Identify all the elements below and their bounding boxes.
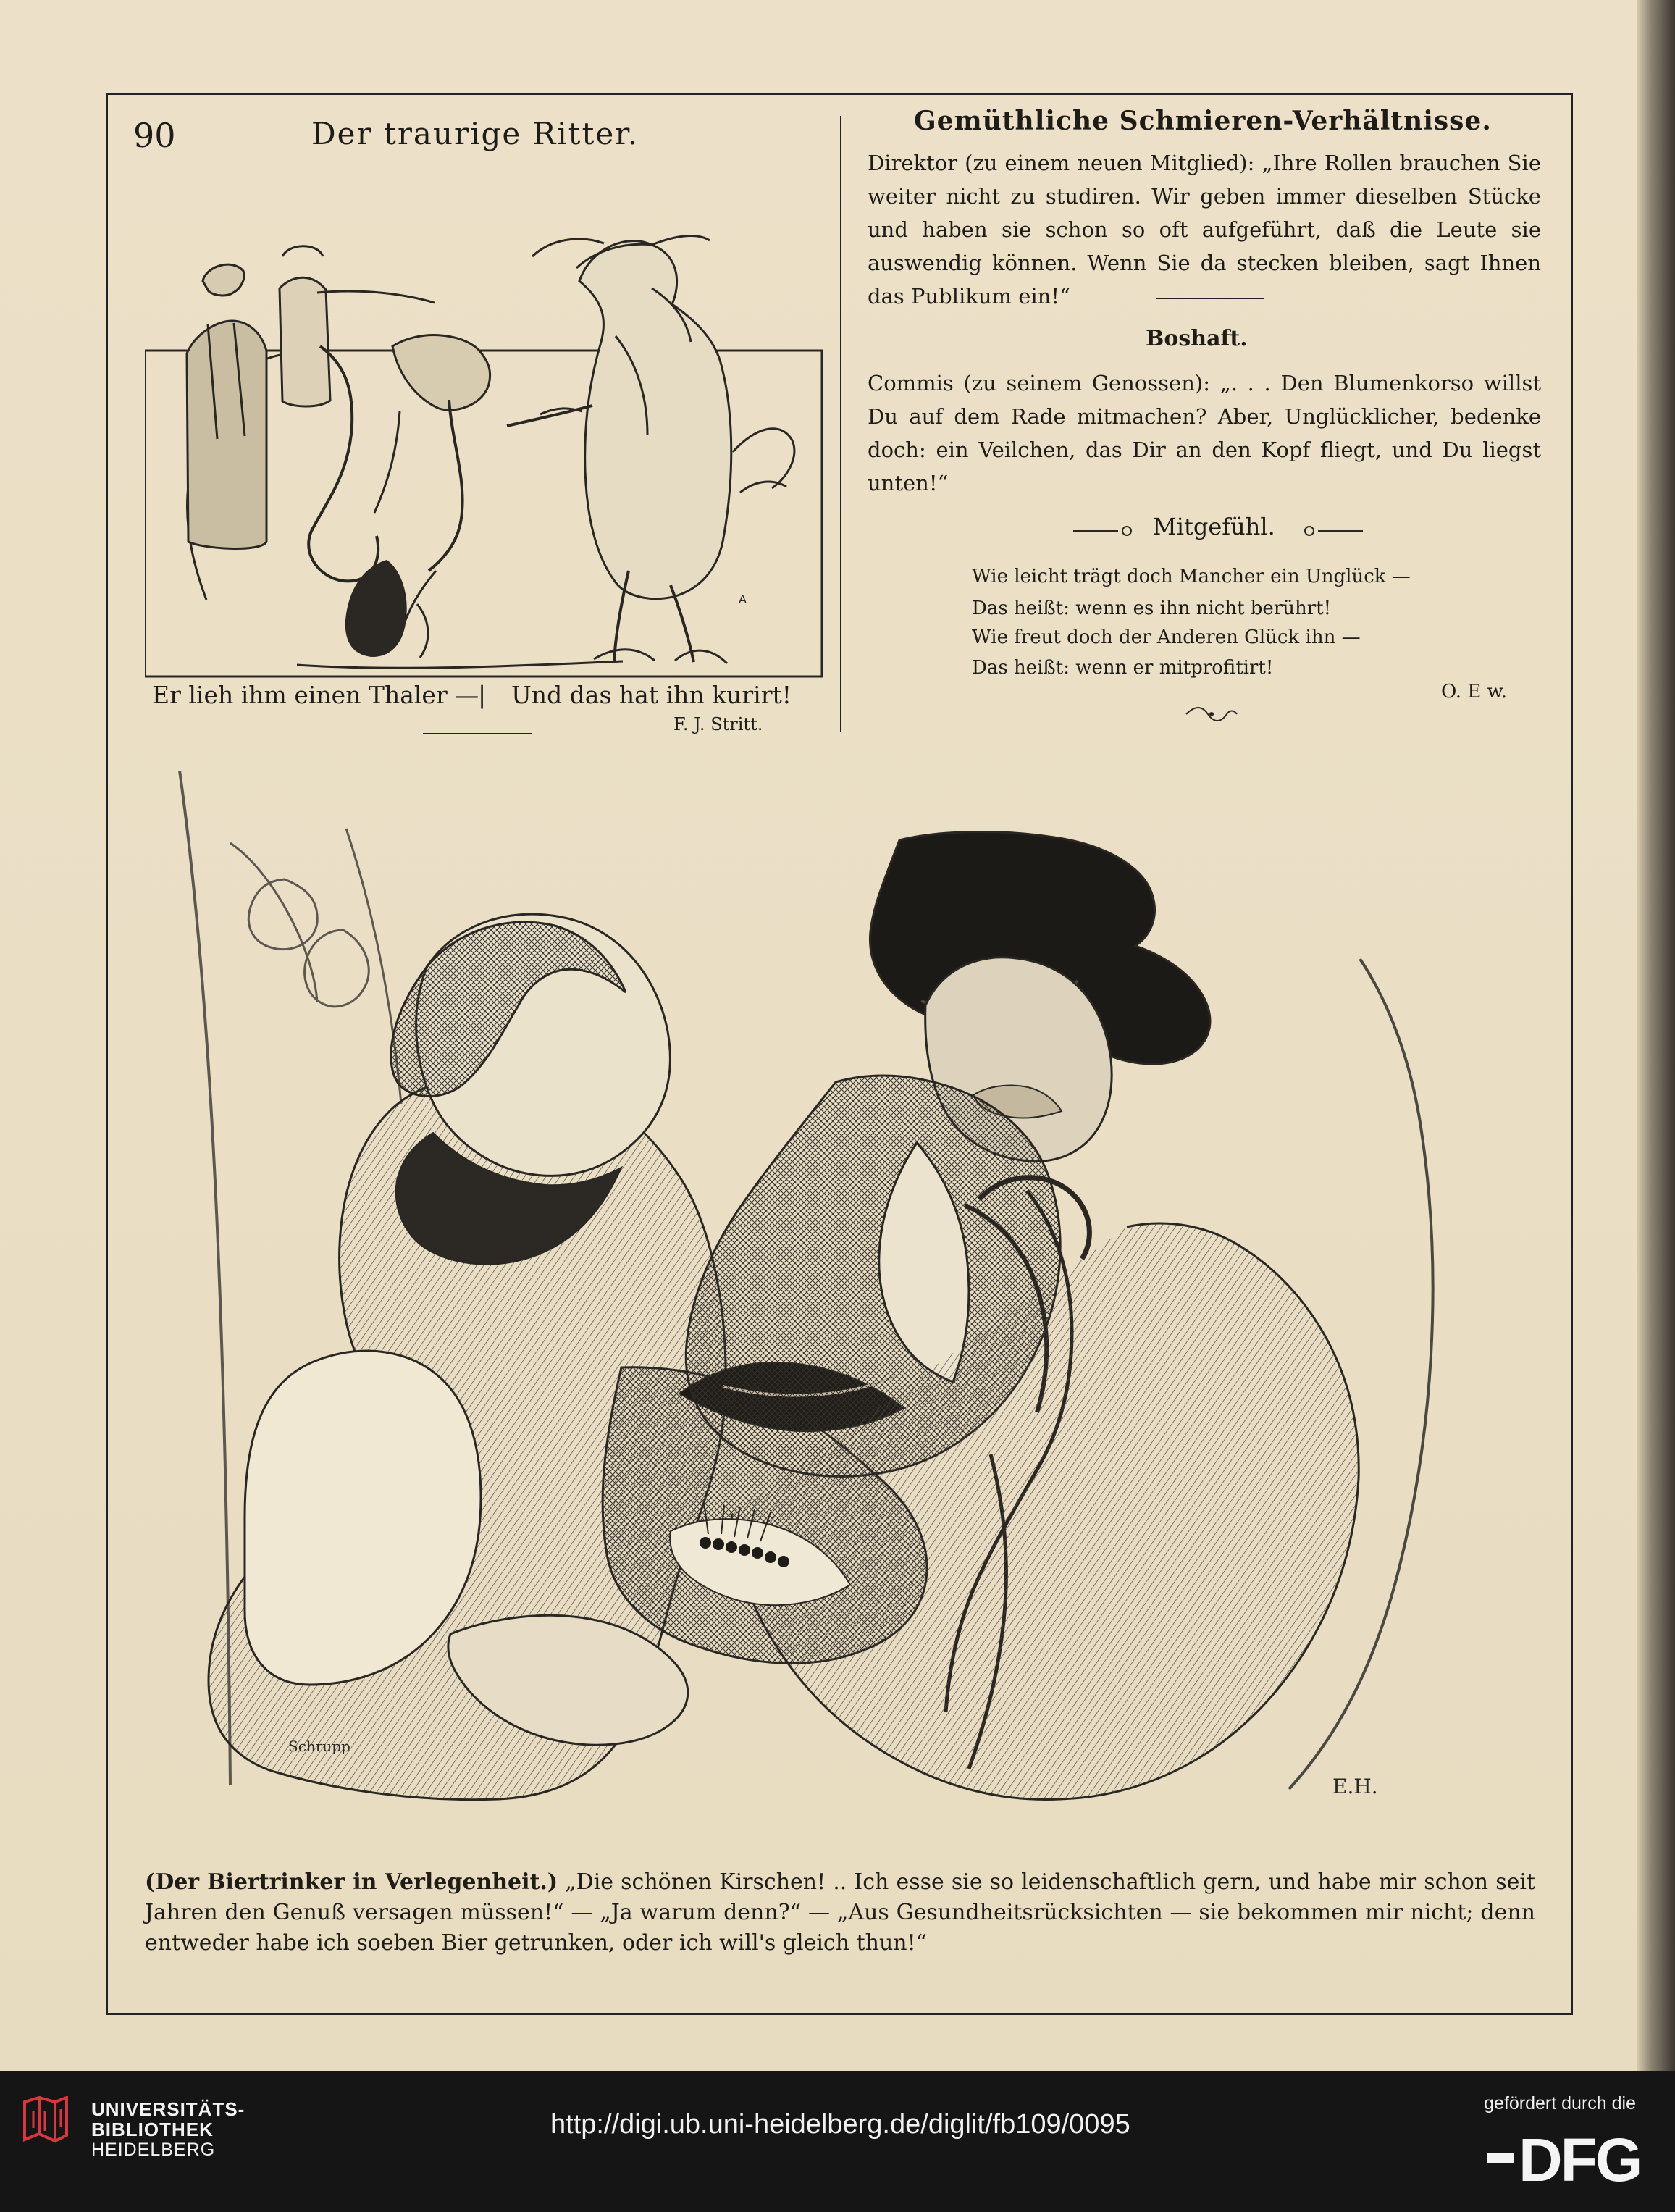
column-divider (840, 116, 841, 732)
poem-line: Das heißt: wenn er mitprofitirt! (972, 657, 1274, 679)
bottom-caption (145, 1867, 1535, 1958)
right-title-2: Boshaft. (1146, 326, 1248, 351)
poem-line: Wie leicht trägt doch Mancher ein Unglück — (972, 566, 1411, 587)
left-column-rule (423, 733, 532, 734)
library-book-icon (20, 2096, 70, 2148)
page-number: 90 (133, 116, 176, 155)
left-caption-part-1: Er lieh ihm einen Thaler — (152, 681, 479, 709)
bottom-caption-label: (Der Biertrinker in Verlegenheit.) (145, 1869, 558, 1895)
university-library-name (91, 2099, 245, 2160)
svg-text:E.H.: E.H. (1332, 1775, 1378, 1798)
svg-text:A: A (739, 592, 747, 606)
funding-notice: gefördert durch die (1484, 2093, 1636, 2113)
poem-title: Mitgefühl. (1153, 513, 1275, 540)
beer-drinker-illustration (158, 771, 1527, 1850)
right-paragraph-2: Commis (zu seinem Genossen): „. . . Den Blumenkorso willst Du auf dem Rade mitmachen? Aber, Unglücklicher, bedenke doch: ein Veilchen, das Dir an den Kopf fliegt, und Du liegst unten!“ (868, 371, 1541, 495)
left-attribution: F. J. Stritt. (673, 714, 763, 734)
left-caption-part-2: Und das hat ihn kurirt! (511, 681, 792, 709)
right-column-rule (1156, 298, 1264, 299)
right-title-1: Gemüthliche Schmieren-Verhältnisse. (914, 106, 1492, 136)
library-name-line-3: HEIDELBERG (91, 2140, 216, 2160)
page-edge (1637, 0, 1675, 2071)
caption-separator: | (478, 681, 487, 709)
digital-library-footer (0, 2071, 1675, 2212)
poem-signature: O. E w. (1441, 681, 1507, 703)
cartoon-title: Der traurige Ritter. (311, 116, 639, 151)
poem-line: Das heißt: wenn es ihn nicht berührt! (972, 598, 1332, 619)
ornament-icon (1185, 704, 1238, 724)
poem-line: Wie freut doch der Anderen Glück ihn — (972, 627, 1361, 648)
knight-cartoon-illustration (145, 165, 826, 679)
library-name-line-1: UNIVERSITÄTS- (91, 2098, 245, 2120)
document-url[interactable]: http://digi.ub.uni-heidelberg.de/diglit/fb109/0095 (550, 2109, 1130, 2140)
right-paragraph-1: Direktor (zu einem neuen Mitglied): „Ihre Rollen brauchen Sie weiter nicht zu studiren. Wir geben immer dieselben Stücke und haben sie schon so oft aufgeführt, daß die Leute sie auswendig können. Wenn Sie da stecken bleiben, sagt Ihnen das Publikum ein!“ (868, 151, 1541, 309)
dfg-logo-text: DFG (1519, 2126, 1641, 2190)
library-name-line-2: BIBLIOTHEK (91, 2119, 214, 2140)
bottom-caption-text: „Die schönen Kirschen! .. Ich esse sie so leidenschaftlich gern, und habe mir schon seit Jahren den Genuß versagen müssen!“ — „Ja warum denn?“ — „Aus Gesundheitsrücksichten — sie bekommen mir nicht; denn entweder habe ich soeben Bier getrunken, oder ich will's gleich thun!“ (145, 1869, 1535, 1956)
svg-text:Schrupp: Schrupp (288, 1738, 350, 1755)
dfg-logo-icon (1487, 2126, 1646, 2190)
